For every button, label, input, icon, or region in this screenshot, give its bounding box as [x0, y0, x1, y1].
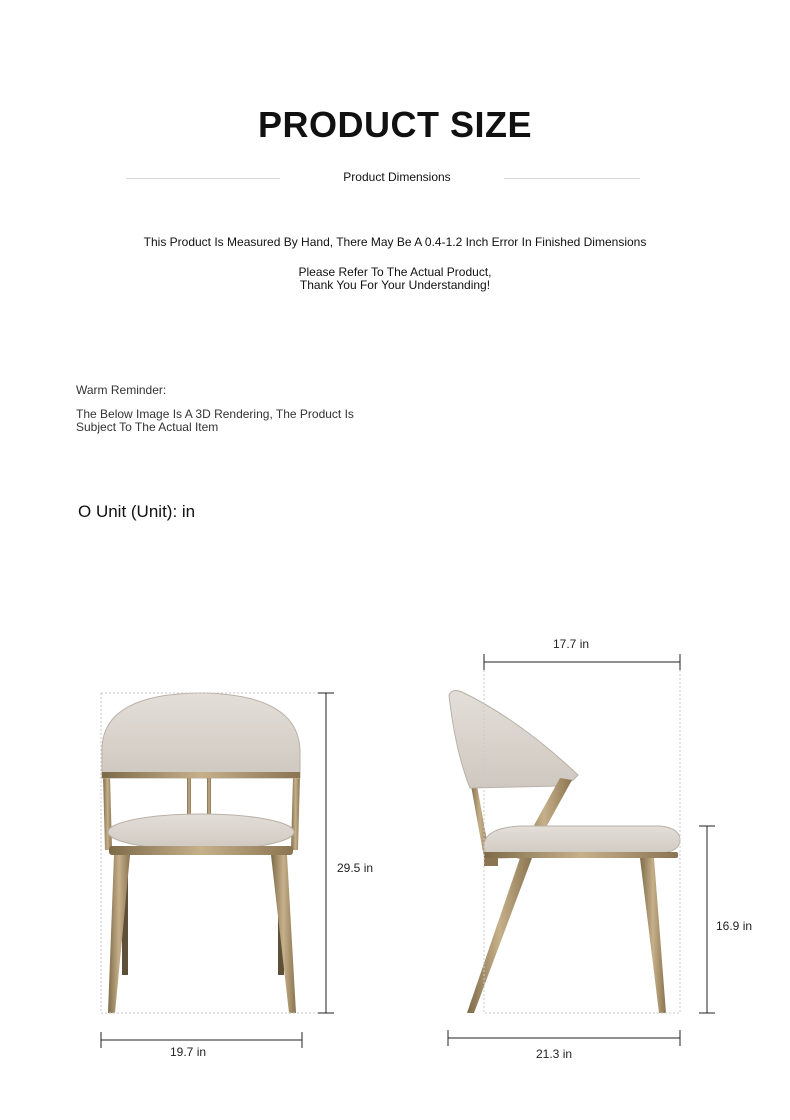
front-chair-backrest [102, 693, 300, 778]
side-top-width-label: 17.7 in [553, 637, 590, 651]
side-chair-backrest [449, 691, 578, 788]
unit-label: O Unit (Unit): in [78, 502, 196, 521]
front-height-dimension [318, 693, 334, 1013]
front-chair [102, 693, 300, 1013]
front-chair-seat [108, 814, 294, 850]
refer-notice-line-1: Please Refer To The Actual Product, [298, 265, 492, 279]
front-chair-back-rail [102, 772, 300, 778]
front-chair-side-frame-left [103, 775, 112, 850]
front-chair-side-frame-right [291, 775, 300, 850]
side-chair-seat-frame [484, 852, 678, 858]
reminder-heading: Warm Reminder: [76, 383, 167, 397]
side-depth-dimension [448, 1030, 680, 1046]
side-depth-label: 21.3 in [536, 1047, 573, 1061]
front-chair-front-leg-right [271, 855, 296, 1013]
side-seat-height-dimension [699, 826, 715, 1013]
reminder-body-line-1: The Below Image Is A 3D Rendering, The Product Is [76, 407, 354, 421]
front-chair-seat-frame [109, 846, 293, 855]
front-height-label: 29.5 in [337, 861, 374, 875]
measurement-notice: This Product Is Measured By Hand, There May Be A 0.4-1.2 Inch Error In Finished Dimensions [143, 235, 647, 249]
side-top-width-dimension [484, 654, 680, 670]
front-width-label: 19.7 in [170, 1045, 207, 1059]
side-chair-diagonal-leg [467, 858, 532, 1013]
reminder-body-line-2: Subject To The Actual Item [76, 420, 219, 434]
page-title: PRODUCT SIZE [257, 104, 532, 145]
side-seat-height-label: 16.9 in [716, 919, 753, 933]
refer-notice-line-2: Thank You For Your Understanding! [299, 278, 491, 292]
section-subtitle: Product Dimensions [343, 170, 451, 184]
side-chair-front-leg [640, 858, 666, 1013]
side-chair-rear-brace [484, 858, 498, 866]
